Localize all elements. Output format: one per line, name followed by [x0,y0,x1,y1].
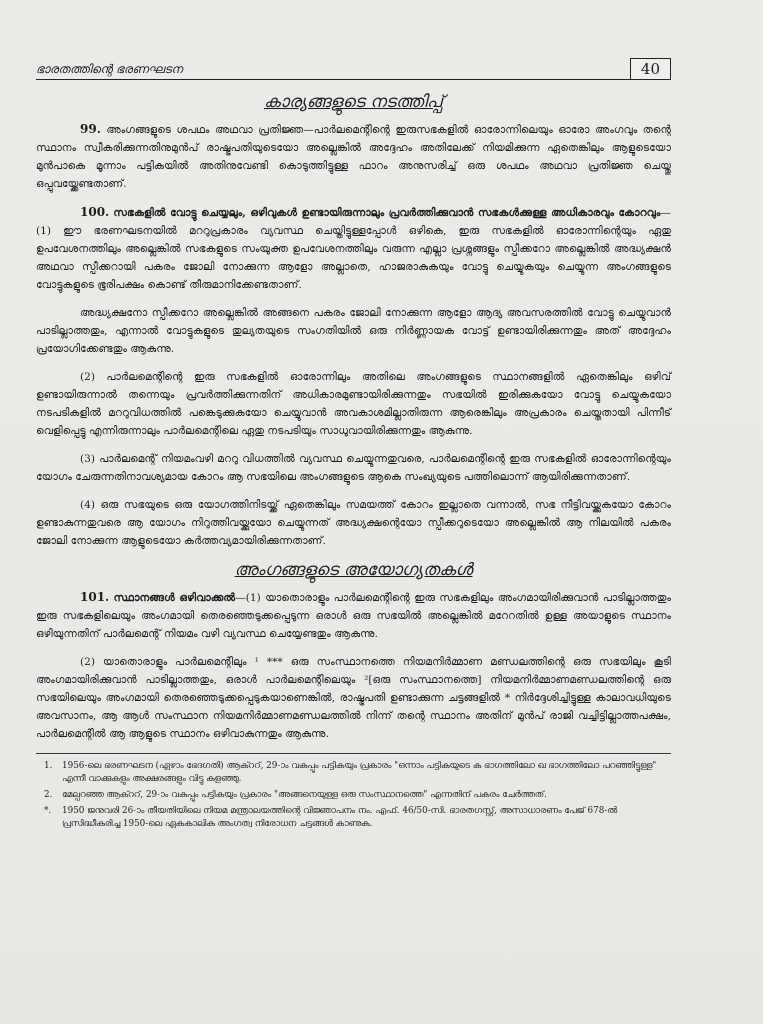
clause-4 [36,496,671,550]
footnote-text: 1956-ലെ ഭരണഘടന (ഏഴാം ഭേദഗതി) ആക്ററ്, 29-ാം വകുപ്പും പട്ടികയും പ്രകാരം "ഒന്നാം പട്ടികയുടെ ക ഭാഗത്തിലോ ഖ ഭാഗത്തിലോ പറഞ്ഞിട്ടുള്ള" എന്നീ വാക്കുകളും അക്ഷരങ്ങളും വിട്ടു കളഞ്ഞു. [62,761,657,784]
paragraph-text: അദ്ധ്യക്ഷനോ സ്പീക്കറോ അല്ലെങ്കിൽ അങ്ങനെ പകരം ജോലി നോക്കുന്ന ആളോ ആദ്യ അവസരത്തിൽ വോട്ടു ചെയ്യുവാൻ പാടില്ലാത്തതും, എന്നാൽ വോട്ടുകളുടെ തുല്യതയുടെ സംഗതിയിൽ ഒരു നിർണ്ണായക വോട്ട് ഉണ്ടായിരിക്കുന്നതും അത് അദ്ദേഹം പ്രയോഗിക്കേണ്ടതും ആകുന്നു. [36,307,671,355]
clause-2 [36,653,671,743]
footnote-mark: 1. [44,761,53,771]
clause-3 [36,450,671,486]
footnote [36,805,671,831]
paragraph-text: (2) യാതൊരാളും പാർലമെന്റിലും ¹ *** ഒരു സംസ്ഥാനത്തെ നിയമനിർമ്മാണ മണ്ഡലത്തിന്റെ ഒരു സഭയിലും കൂടി അംഗമായിരിക്കുവാൻ പാടില്ലാത്തതും, ഒരാൾ പാർലമെന്റിലെയും ²[ഒരു സംസ്ഥാനത്തെ] നിയമനിർമ്മാണമണ്ഡലത്തിന്റെ ഒരു സഭയിലെയും അംഗമായി തെരഞ്ഞെടുക്കപ്പെടുകയാണെങ്കിൽ, രാഷ്ട്രപതി ഉണ്ടാക്കുന്ന ചട്ടങ്ങളിൽ * നിർദ്ദേശിച്ചിട്ടുള്ള കാലാവധിയുടെ അവസാനം, ആ ആൾ സംസ്ഥാന നിയമനിർമ്മാണമണ്ഡലത്തിൽ നിന്ന് തന്റെ സ്ഥാനം അതിന് മുൻപ് രാജി വച്ചിട്ടില്ലാത്തപക്ഷം, പാർലമെന്റിൽ ആ ആളുടെ സ്ഥാനം ഒഴിവാകുന്നതും ആകുന്നു. [36,656,671,740]
footnote [36,760,671,786]
article-text: —(1) ഈ ഭരണഘടനയിൽ മററുപ്രകാരം വ്യവസ്ഥ ചെയ്തിട്ടുള്ളപ്പോൾ ഒഴികെ, ഇരു സഭകളിൽ ഓരോന്നിന്റെയും ഏതു ഉപവേശനത്തിലും അല്ലെങ്കിൽ സഭകളുടെ സംയുക്ത ഉപവേശനത്തിലും വരുന്ന എല്ലാ പ്രശ്നങ്ങളും സ്പീക്കറോ അല്ലെങ്കിൽ അദ്ധ്യക്ഷൻ അഥവാ സ്പീക്കറായി പകരം ജോലി നോക്കുന്ന ആളോ അല്ലാതെ, ഹാജരാകുകയും വോട്ടു ചെയ്യുകയും ചെയ്യുന്ന അംഗങ്ങളുടെ വോട്ടുകളുടെ ഭൂരിപക്ഷം കൊണ്ട് തീരുമാനിക്കേണ്ടതാണ്. [36,207,671,291]
paragraph-text: (2) പാർലമെന്റിന്റെ ഇരു സഭകളിൽ ഓരോന്നിലും അതിലെ അംഗങ്ങളുടെ സ്ഥാനങ്ങളിൽ ഏതെങ്കിലും ഒഴിവ് ഉണ്ടായിരുന്നാൽ തന്നെയും പ്രവർത്തിക്കുന്നതിന് അധികാരമുണ്ടായിരിക്കുന്നതും സഭയിൽ ഇരിക്കുകയോ വോട്ടു ചെയ്യുകയോ നടപടികളിൽ മററുവിധത്തിൽ പങ്കെടുക്കുകയോ ചെയ്യുവാൻ അവകാശമില്ലാതിരുന്ന ആരെങ്കിലും അപ്രകാരം ചെയ്തതായി പിന്നീട് വെളിപ്പെട്ടു എന്നിരുന്നാലും പാർലമെന്റിലെ ഏതു നടപടിയും സാധുവായിരിക്കുന്നതും ആകുന്നു. [36,371,671,437]
article-text: അംഗങ്ങളുടെ ശപഥം അഥവാ പ്രതിജ്ഞ—പാർലമെന്റിന്റെ ഇരുസഭകളിൽ ഓരോന്നിലെയും ഓരോ അംഗവും തന്റെ സ്ഥാനം സ്വീകരിക്കുന്നതിനുമുൻപ് രാഷ്ട്രപതിയുടെയോ അല്ലെങ്കിൽ അദ്ദേഹം അതിലേക്ക് നിയമിക്കുന്ന ഏതെങ്കിലും ആളുടെയോ മുൻപാകെ മൂന്നാം പട്ടികയിൽ അതിനുവേണ്ടി കൊടുത്തിട്ടുള്ള ഫാറം അനുസരിച്ച് ഒരു ശപഥം അഥവാ പ്രതിജ്ഞ ചെയ്തു ഒപ്പുവയ്ക്കേണ്ടതാണ്. [36,124,671,190]
section-title: അംഗങ്ങളുടെ അയോഗ്യതകൾ [234,560,473,580]
footnotes [36,760,671,831]
paragraph-text: (3) പാർലമെന്റ് നിയമംവഴി മററു വിധത്തിൽ വ്യവസ്ഥ ചെയ്യുന്നതുവരെ, പാർലമെന്റിന്റെ ഇരു സഭകളിൽ ഓരോന്നിന്റെയും യോഗം ചേരുന്നതിനാവശ്യമായ കോറം ആ സഭയിലെ അംഗങ്ങളുടെ ആകെ സംഖ്യയുടെ പത്തിലൊന്ന് ആയിരിക്കുന്നതാണ്. [36,453,671,483]
article-text: —(1) യാതൊരാളും പാർലമെന്റിന്റെ ഇരു സഭകളിലും അംഗമായിരിക്കുവാൻ പാടില്ലാത്തതും ഇരു സഭകളിലെയും അംഗമായി തെരഞ്ഞെടുക്കപ്പെടുന്ന ഒരാൾ ഒരു സഭയിൽ അല്ലെങ്കിൽ മറേറതിൽ ഉള്ള അയാളുടെ സ്ഥാനം ഒഴിയുന്നതിന് പാർലമെന്റ് നിയമം വഴി വ്യവസ്ഥ ചെയ്യേണ്ടതും ആകുന്നു. [36,592,671,640]
footnote-mark: 2. [44,790,53,800]
footnote [36,789,671,802]
page-header [36,58,671,80]
section-disqualifications [36,560,671,743]
article-101 [36,588,671,643]
paragraph-text: (4) ഒരു സഭയുടെ ഒരു യോഗത്തിനിടയ്ക്ക് ഏതെങ്കിലും സമയത്ത് കോറം ഇല്ലാതെ വന്നാൽ, സഭ നീട്ടിവയ്ക്കുകയോ കോറം ഉണ്ടാകുന്നതുവരെ ആ യോഗം നിറുത്തിവയ്ക്കുയോ ചെയ്യുന്നത് അദ്ധ്യക്ഷന്റെയോ സ്പീക്കറുടെയോ അല്ലെങ്കിൽ ആ നിലയിൽ പകരം ജോലി നോക്കുന്ന ആളുടെയോ കർത്തവ്യമായിരിക്കുന്നതാണ്. [36,499,671,547]
article-number: 99. [80,122,101,136]
footnote-mark: *. [44,806,52,816]
paragraph [36,304,671,358]
article-number: 101. [80,590,110,604]
article-heading: സഭകളിൽ വോട്ടു ചെയ്യലും, ഒഴിവുകൾ ഉണ്ടായിരുന്നാലും പ്രവർത്തിക്കുവാൻ സഭകൾക്കുള്ള അധികാരവും കോറവും [113,207,661,219]
running-head: ഭാരതത്തിന്റെ ഭരണഘടന [36,62,183,76]
section-title: കാര്യങ്ങളുടെ നടത്തിപ്പ് [264,92,443,112]
page-number: 40 [630,58,671,80]
article-100 [36,203,671,294]
footnote-text: 1950 ജനുവരി 26-ാം തീയതിയിലെ നിയമ മന്ത്രാലയത്തിന്റെ വിജ്ഞാപനം നം. എഫ്. 46/50-സി. ഭാരതഗസ്റ്റ്, അസാധാരണം പേജ് 678-ൽ പ്രസിദ്ധീകരിച്ച 1950-ലെ ഏകകാലിക അംഗത്വ നിരോധന ചട്ടങ്ങൾ കാണുക. [62,806,618,829]
article-heading: സ്ഥാനങ്ങൾ ഒഴിവാക്കൽ [113,592,236,604]
article-99 [36,120,671,193]
clause-2 [36,368,671,440]
footnote-text: മേല്പറഞ്ഞ ആക്ററ്, 29-ാം വകുപ്പും പട്ടികയും പ്രകാരം "അങ്ങനെയുള്ള ഒരു സംസ്ഥാനത്തെ" എന്നതിന് പകരം ചേർത്തത്. [62,790,547,800]
article-number: 100. [80,205,110,219]
section-conduct-of-business [36,92,671,550]
footnote-divider [36,753,671,754]
